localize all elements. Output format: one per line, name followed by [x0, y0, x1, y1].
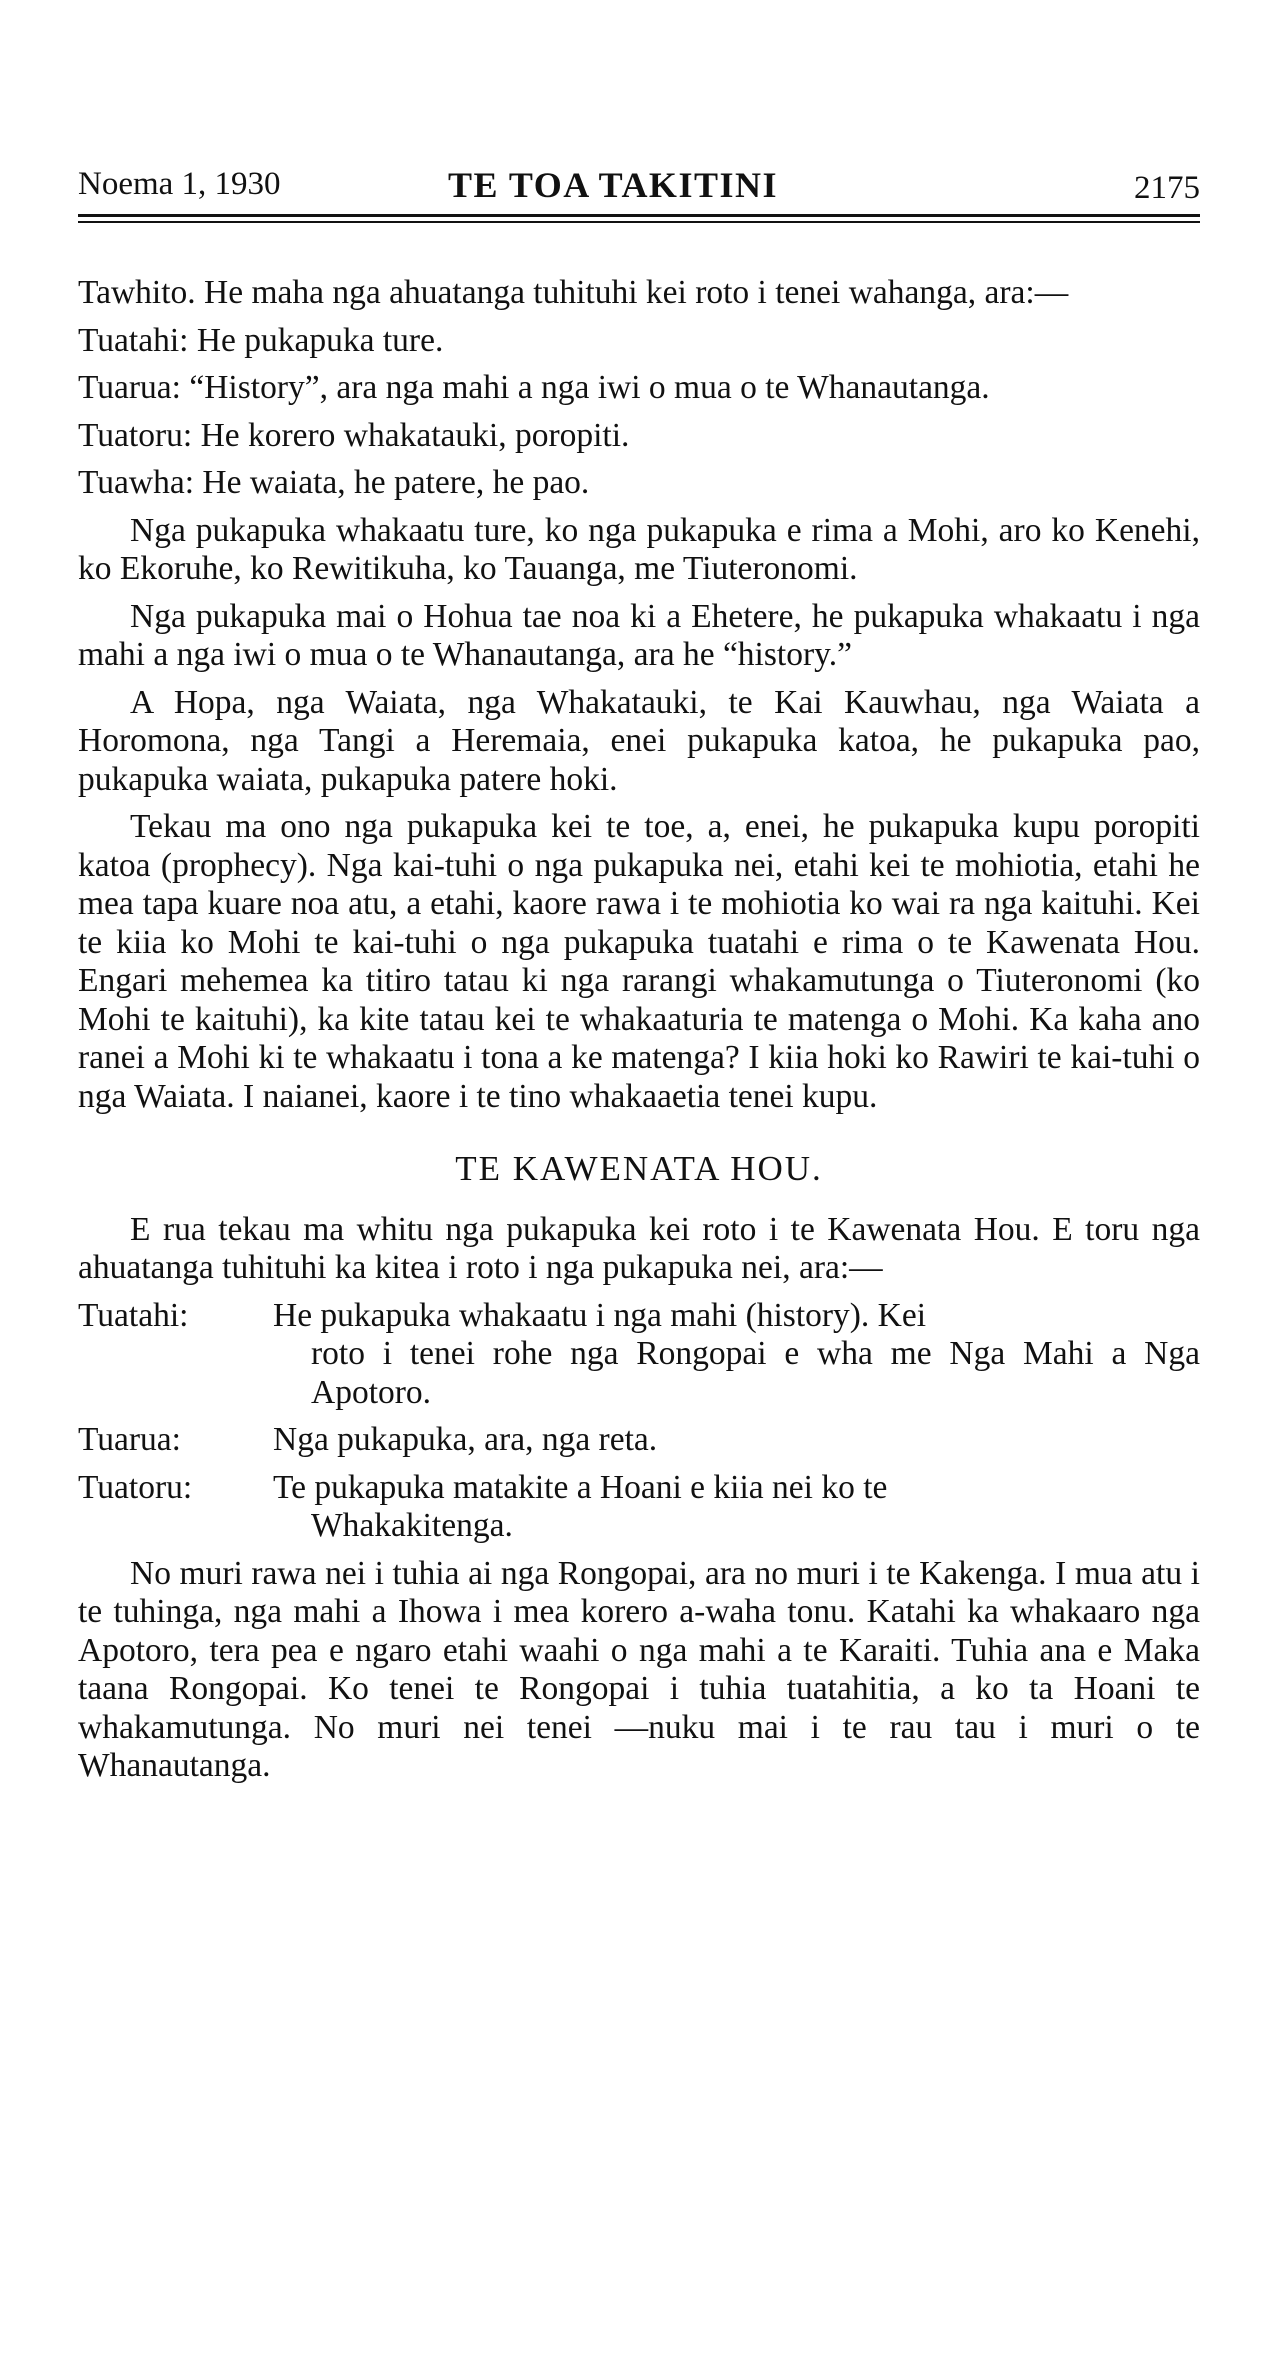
part-item: [78, 417, 1200, 456]
section-intro: E rua tekau ma whitu nga pukapuka kei roto i te Kawenata Hou. E toru nga ahuatanga tuhituhi ka kitea i roto i nga pukapuka nei, ara:—: [78, 1210, 1200, 1286]
body-paragraph: Nga pukapuka mai o Hohua tae noa ki a Ehetere, he pukapuka whakaatu i nga mahi a nga iwi o mua o te Whanautanga, ara he “history.”: [78, 597, 1200, 673]
section-part-text: Te pukapuka matakite a Hoani e kiia nei ko te: [273, 1468, 888, 1506]
section-part-label: Tuatoru:: [78, 1468, 193, 1506]
article-body: [78, 274, 1200, 1795]
body-paragraph: Tekau ma ono nga pukapuka kei te toe, a, enei, he pukapuka kupu poropiti katoa (prophecy). Nga kai-tuhi o nga pukapuka nei, etahi kei te mohiotia, etahi he mea tapa kuare noa atu, a etahi, kaore rawa i te mohiotia ko wai ra nga kaituhi. Kei te kiia ko Mohi te kai-tuhi o nga pukapuka tuatahi e rima o te Kawenata Hou. Engari mehemea ka titiro tatau ki nga rarangi whakamutunga o Tiuteronomi (ko Mohi te kaituhi), ka kite tatau kei te whakaaturia te matenga o Mohi. Ka kaha ano ranei a Mohi ki te whakaatu i tona a ke matenga? I kiia hoki ko Rawiri te kai-tuhi o nga Waiata. I naianei, kaore i te tino whakaaetia tenei kupu.: [78, 808, 1200, 1115]
page: [78, 160, 1200, 1784]
part-label: Tuatoru:: [78, 416, 193, 454]
section-part-body: [273, 1469, 1200, 1546]
header-rule-thin: [78, 221, 1200, 223]
section-part-text: Nga pukapuka, ara, nga reta.: [273, 1421, 658, 1458]
header-rule: [78, 214, 1200, 217]
part-item: [78, 322, 1200, 361]
closing-paragraph: No muri rawa nei i tuhia ai nga Rongopai, ara no muri i te Kakenga. I mua atu i te tuhinga, nga mahi a Ihowa i mea korero a-waha tonu. Katahi ka whakaaro nga Apotoro, tera pea e ngaro etahi waahi o nga mahi a te Karaiti. Tuhia ana e Maka taana Rongopai. Ko tenei te Rongopai i tuhia tuatahitia, a ko ta Hoani te whakamutunga. No muri nei tenei —nuku mai i te rau tau i muri o te Whanautanga.: [78, 1554, 1200, 1784]
section-part-body: [273, 1297, 1200, 1413]
section-part-continuation: roto i tenei rohe nga Rongopai e wha me Nga Mahi a Nga Apotoro.: [311, 1335, 1200, 1411]
part-text: “History”, ara nga mahi a nga iwi o mua o te Whanautanga.: [189, 369, 990, 406]
section-part-item: [78, 1297, 1200, 1413]
part-label: Tuarua:: [78, 369, 181, 406]
section-heading: TE KAWENATA HOU.: [455, 1149, 823, 1188]
section-part-item: [78, 1469, 1200, 1546]
part-item: [78, 464, 1200, 503]
running-header: [78, 160, 1200, 220]
section-part-text: He pukapuka whakaatu i nga mahi (history). Kei: [273, 1296, 927, 1334]
part-label: Tuawha:: [78, 464, 195, 501]
body-paragraph: A Hopa, nga Waiata, nga Whakatauki, te Kai Kauwhau, nga Waiata a Horomona, nga Tangi a Heremaia, enei pukapuka katoa, he pukapuka pao, pukapuka waiata, pukapuka patere hoki.: [78, 683, 1200, 798]
part-text: He pukapuka ture.: [196, 321, 444, 359]
section-part-body: [273, 1421, 1200, 1460]
intro-paragraph: Tawhito. He maha nga ahuatanga tuhituhi kei roto i tenei wahanga, ara:—: [78, 274, 1069, 311]
part-item: [78, 369, 1200, 408]
part-text: He waiata, he patere, he pao.: [202, 464, 590, 501]
header-date: Noema 1, 1930: [78, 166, 281, 202]
part-label: Tuatahi:: [78, 321, 189, 359]
section-part-continuation: Whakakitenga.: [311, 1507, 513, 1544]
section-part-label: Tuatahi:: [78, 1296, 189, 1334]
body-paragraph: Nga pukapuka whakaatu ture, ko nga pukapuka e rima a Mohi, aro ko Kenehi, ko Ekoruhe, ko Rewitikuha, ko Tauanga, me Tiuteronomi.: [78, 511, 1200, 587]
page-number: 2175: [1134, 170, 1200, 206]
section-part-item: [78, 1421, 1200, 1460]
header-title: TE TOA TAKITINI: [448, 165, 778, 205]
section-part-label: Tuarua:: [78, 1421, 181, 1458]
part-text: He korero whakatauki, poropiti.: [200, 416, 630, 454]
